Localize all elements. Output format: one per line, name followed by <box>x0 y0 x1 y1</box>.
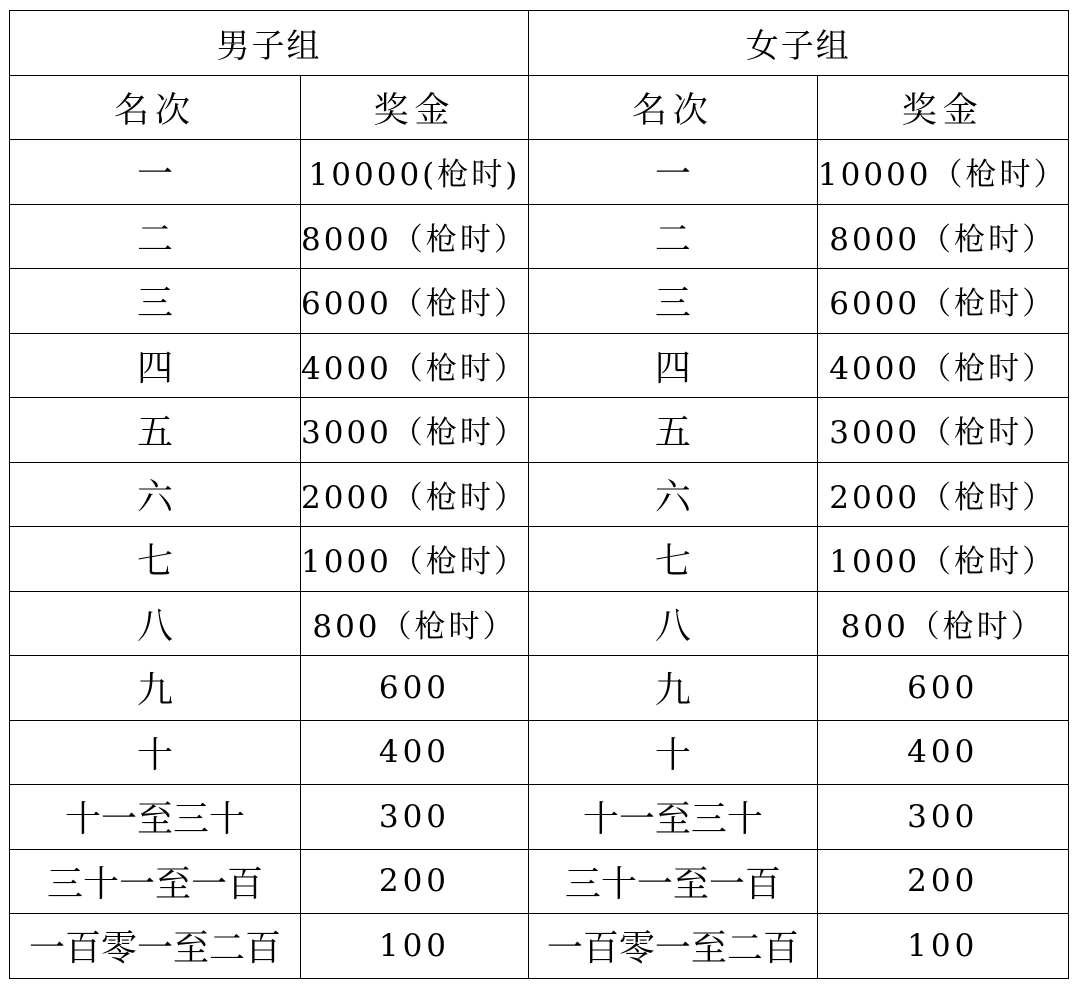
table-row <box>10 720 1069 785</box>
men-prize-cell: 8000（枪时） <box>301 204 529 269</box>
prize-table <box>9 10 1069 979</box>
men-prize-cell: 800（枪时） <box>301 591 529 656</box>
prize-table-container <box>9 10 1069 979</box>
men-rank-cell: 六 <box>10 462 301 527</box>
men-prize-cell: 6000（枪时） <box>301 269 529 334</box>
column-header-row <box>10 76 1069 140</box>
table-row <box>10 849 1069 914</box>
women-prize-cell: 200 <box>817 849 1068 914</box>
women-rank-cell: 一 <box>528 140 817 205</box>
men-prize-cell: 1000（枪时） <box>301 527 529 592</box>
table-row <box>10 204 1069 269</box>
women-rank-cell: 七 <box>528 527 817 592</box>
men-rank-cell: 一 <box>10 140 301 205</box>
men-rank-cell: 八 <box>10 591 301 656</box>
table-row <box>10 269 1069 334</box>
women-prize-cell: 1000（枪时） <box>817 527 1068 592</box>
women-prize-cell: 6000（枪时） <box>817 269 1068 334</box>
men-prize-cell: 600 <box>301 656 529 721</box>
men-group-header: 男子组 <box>10 11 529 76</box>
men-rank-header: 名次 <box>10 76 301 140</box>
men-prize-header: 奖金 <box>301 76 529 140</box>
men-prize-cell: 10000(枪时) <box>301 140 529 205</box>
women-prize-cell: 2000（枪时） <box>817 462 1068 527</box>
women-prize-cell: 100 <box>817 914 1068 979</box>
women-rank-header: 名次 <box>528 76 817 140</box>
women-group-header: 女子组 <box>528 11 1068 76</box>
women-prize-cell: 4000（枪时） <box>817 333 1068 398</box>
men-rank-cell: 九 <box>10 656 301 721</box>
women-prize-cell: 600 <box>817 656 1068 721</box>
women-rank-cell: 八 <box>528 591 817 656</box>
men-rank-cell: 二 <box>10 204 301 269</box>
women-rank-cell: 十 <box>528 720 817 785</box>
men-prize-cell: 400 <box>301 720 529 785</box>
men-rank-cell: 一百零一至二百 <box>10 914 301 979</box>
women-rank-cell: 九 <box>528 656 817 721</box>
table-row <box>10 462 1069 527</box>
women-rank-cell: 十一至三十 <box>528 785 817 850</box>
women-rank-cell: 二 <box>528 204 817 269</box>
table-row <box>10 591 1069 656</box>
table-row <box>10 785 1069 850</box>
women-prize-cell: 10000（枪时） <box>817 140 1068 205</box>
women-rank-cell: 四 <box>528 333 817 398</box>
women-prize-cell: 800（枪时） <box>817 591 1068 656</box>
men-prize-cell: 2000（枪时） <box>301 462 529 527</box>
women-prize-header: 奖金 <box>817 76 1068 140</box>
men-rank-cell: 五 <box>10 398 301 463</box>
table-row <box>10 656 1069 721</box>
table-row <box>10 398 1069 463</box>
men-rank-cell: 七 <box>10 527 301 592</box>
men-rank-cell: 十一至三十 <box>10 785 301 850</box>
men-rank-cell: 四 <box>10 333 301 398</box>
men-rank-cell: 十 <box>10 720 301 785</box>
women-prize-cell: 400 <box>817 720 1068 785</box>
women-prize-cell: 8000（枪时） <box>817 204 1068 269</box>
table-row <box>10 914 1069 979</box>
men-prize-cell: 4000（枪时） <box>301 333 529 398</box>
men-prize-cell: 200 <box>301 849 529 914</box>
women-rank-cell: 六 <box>528 462 817 527</box>
table-row <box>10 527 1069 592</box>
men-prize-cell: 300 <box>301 785 529 850</box>
men-rank-cell: 三十一至一百 <box>10 849 301 914</box>
women-rank-cell: 三 <box>528 269 817 334</box>
women-prize-cell: 300 <box>817 785 1068 850</box>
men-prize-cell: 3000（枪时） <box>301 398 529 463</box>
men-rank-cell: 三 <box>10 269 301 334</box>
table-row <box>10 140 1069 205</box>
women-rank-cell: 三十一至一百 <box>528 849 817 914</box>
men-prize-cell: 100 <box>301 914 529 979</box>
women-rank-cell: 五 <box>528 398 817 463</box>
women-prize-cell: 3000（枪时） <box>817 398 1068 463</box>
women-rank-cell: 一百零一至二百 <box>528 914 817 979</box>
table-row <box>10 333 1069 398</box>
group-header-row <box>10 11 1069 76</box>
